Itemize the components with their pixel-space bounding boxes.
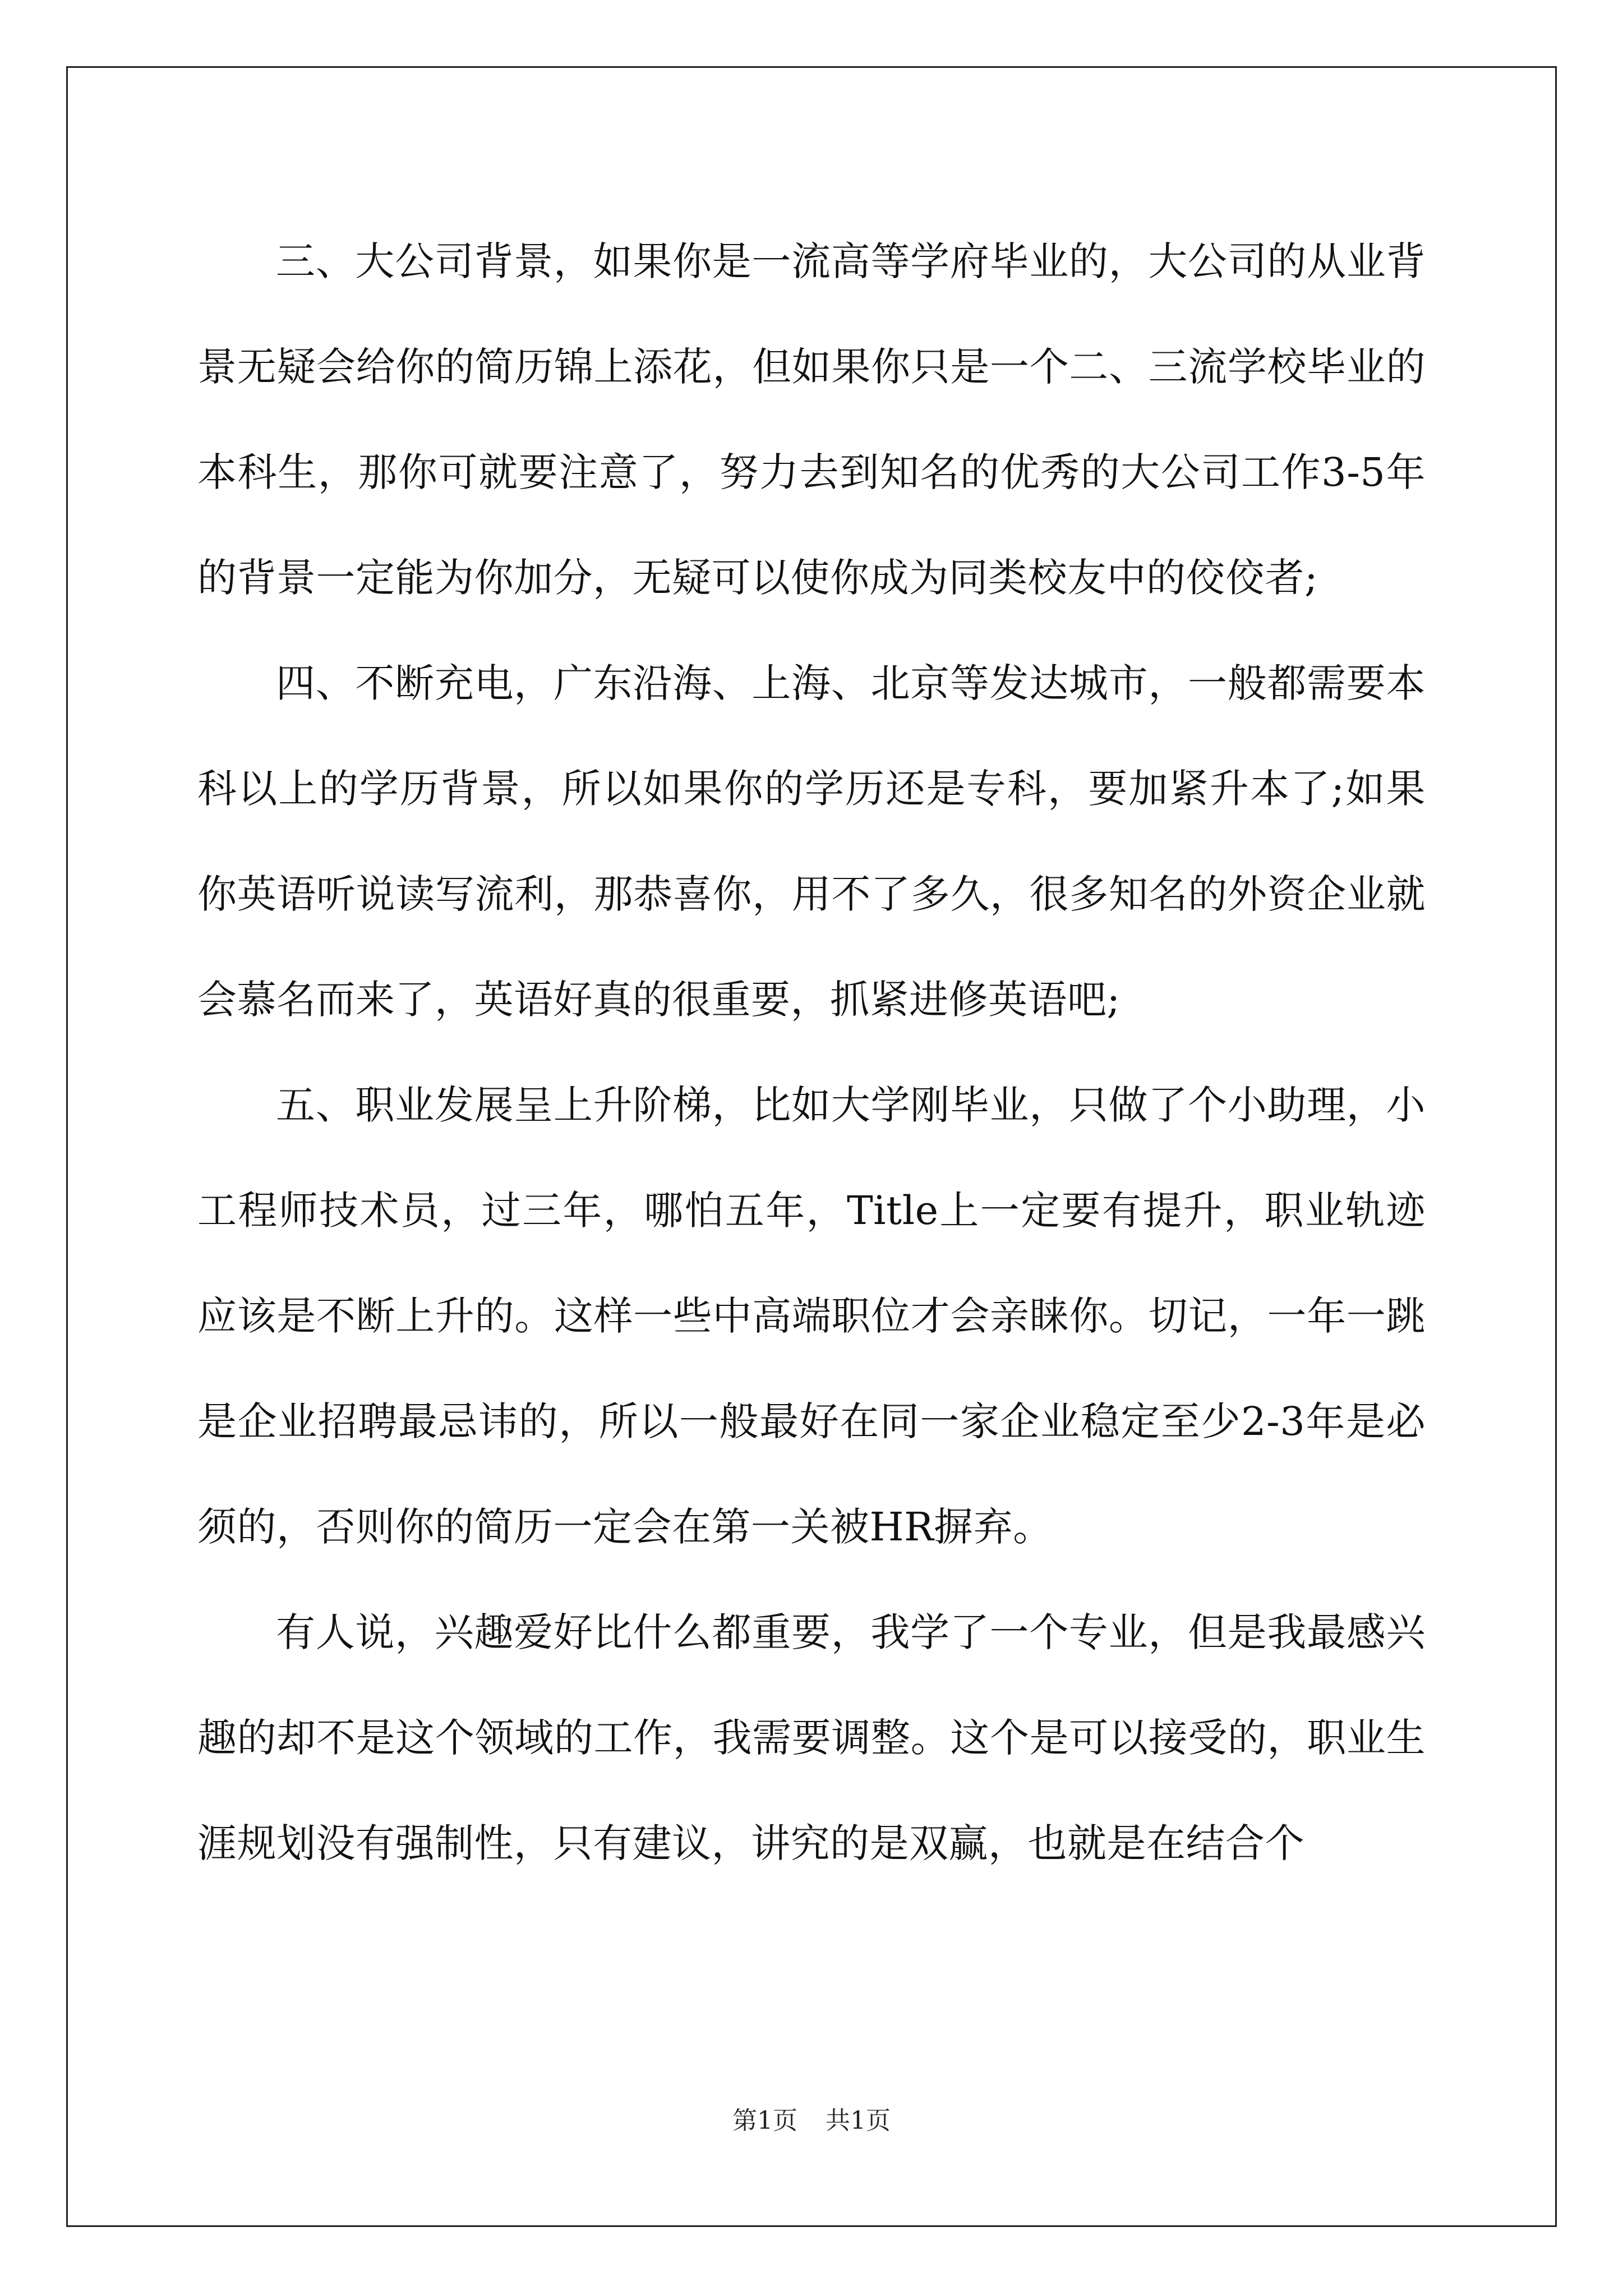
page-footer <box>0 2105 1623 2137</box>
paragraph-4: 四、不断充电，广东沿海、上海、北京等发达城市，一般都需要本科以上的学历背景，所以如果你的学历还是专科，要加紧升本了;如果你英语听说读写流利，那恭喜你，用不了多久，很多知名的外资企业就会慕名而来了，英语好真的很重要，抓紧进修英语吧; <box>197 660 1426 1023</box>
paragraph-5: 五、职业发展呈上升阶梯，比如大学刚毕业，只做了个小助理，小工程师技术员，过三年，哪怕五年，Title上一定要有提升，职业轨迹应该是不断上升的。这样一些中高端职位才会亲睐你。切记，一年一跳是企业招聘最忌讳的，所以一般最好在同一家企业稳定至少2-3年是必须的，否则你的简历一定会在第一关被HR摒弃。 <box>197 1082 1426 1550</box>
page-total: 共1页 <box>826 2106 891 2135</box>
document-body <box>197 209 1426 1896</box>
paragraph-3: 三、大公司背景，如果你是一流高等学府毕业的，大公司的从业背景无疑会给你的简历锦上添花，但如果你只是一个二、三流学校毕业的本科生，那你可就要注意了，努力去到知名的优秀的大公司工作3-5年的背景一定能为你加分，无疑可以使你成为同类校友中的佼佼者; <box>197 238 1426 601</box>
page-number: 第1页 <box>732 2106 797 2135</box>
paragraph-interest: 有人说，兴趣爱好比什么都重要，我学了一个专业，但是我最感兴趣的却不是这个领域的工作，我需要调整。这个是可以接受的，职业生涯规划没有强制性，只有建议，讲究的是双赢，也就是在结合个 <box>197 1609 1426 1866</box>
